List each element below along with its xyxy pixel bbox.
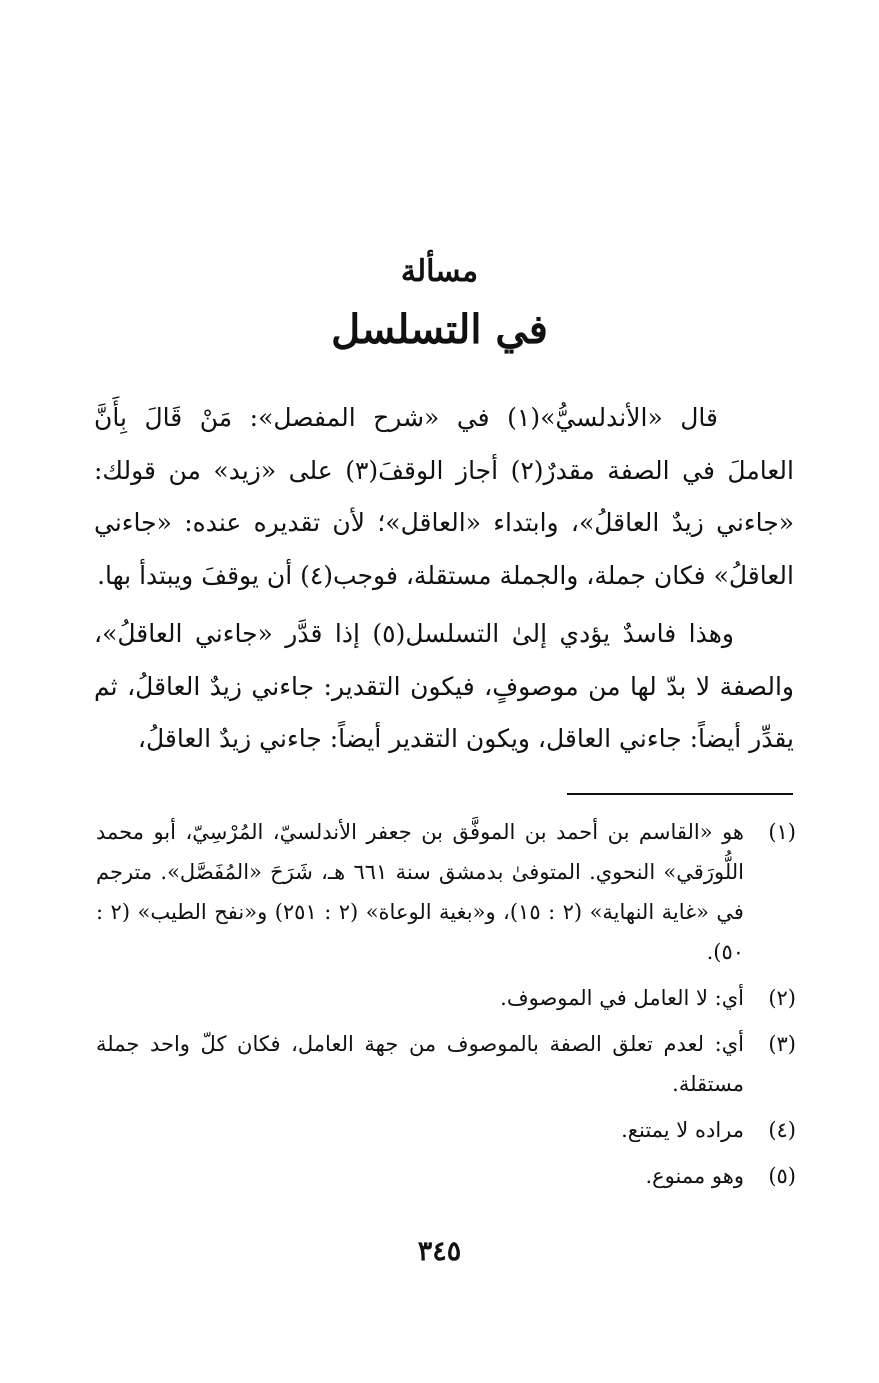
footnote-3 <box>96 1024 796 1104</box>
footnote-number: (٣) <box>768 1032 796 1056</box>
footnote-2 <box>96 978 796 1018</box>
footnote-1 <box>96 812 796 972</box>
footnote-number: (٥) <box>768 1164 796 1188</box>
chapter-heading <box>0 248 879 362</box>
footnotes <box>96 812 796 1202</box>
paragraph-2: وهذا فاسدٌ يؤدي إلىٰ التسلسل(٥) إذا قدَّر «جاءني العاقلُ»، والصفة لا بدّ لها من موصوفٍ، فيكون التقدير: جاءني زيدٌ العاقلُ، ثم يقدِّر أيضاً: جاءني العاقل، ويكون التقدير أيضاً: جاءني زيدٌ العاقلُ، <box>94 619 794 753</box>
footnote-number: (١) <box>768 820 796 844</box>
footnote-text: أي: لعدم تعلق الصفة بالموصوف من جهة العامل، فكان كلّ واحد جملة مستقلة. <box>96 1032 744 1096</box>
footnote-4 <box>96 1110 796 1150</box>
footnote-text: أي: لا العامل في الموصوف. <box>500 986 744 1010</box>
footnote-text: وهو ممنوع. <box>645 1164 744 1188</box>
heading-line-2: في التسلسل <box>331 306 548 353</box>
main-text <box>94 392 794 766</box>
footnote-5 <box>96 1156 796 1196</box>
footnote-separator <box>567 793 793 795</box>
page-number: ٣٤٥ <box>417 1236 462 1267</box>
footnote-text: مراده لا يمتنع. <box>621 1118 744 1142</box>
footnote-text: هو «القاسم بن أحمد بن الموفَّق بن جعفر الأندلسيّ، المُرْسِيّ، أبو محمد اللُّورَقي» النحوي. المتوفىٰ بدمشق سنة ٦٦١ هـ، شَرَحَ «المُفَصَّل». مترجم في «غاية النهاية» (٢ : ١٥)، و«بغية الوعاة» (٢ : ٢٥١) و«نفح الطيب» (٢ : ٥٠). <box>96 820 745 964</box>
footnote-number: (٤) <box>768 1118 796 1142</box>
paragraph-1: قال «الأندلسيُّ»(١) في «شرح المفصل»: مَنْ قَالَ بِأَنَّ العاملَ في الصفة مقدرٌ(٢) أجاز الوقفَ(٣) على «زيد» من قولك: «جاءني زيدٌ العاقلُ»، وابتداء «العاقل»؛ لأن تقديره عنده: «جاءني العاقلُ» فكان جملة، والجملة مستقلة، فوجب(٤) أن يوقفَ ويبتدأ بها. <box>94 403 794 590</box>
heading-line-1: مسألة <box>400 254 479 289</box>
footnote-number: (٢) <box>768 986 796 1010</box>
